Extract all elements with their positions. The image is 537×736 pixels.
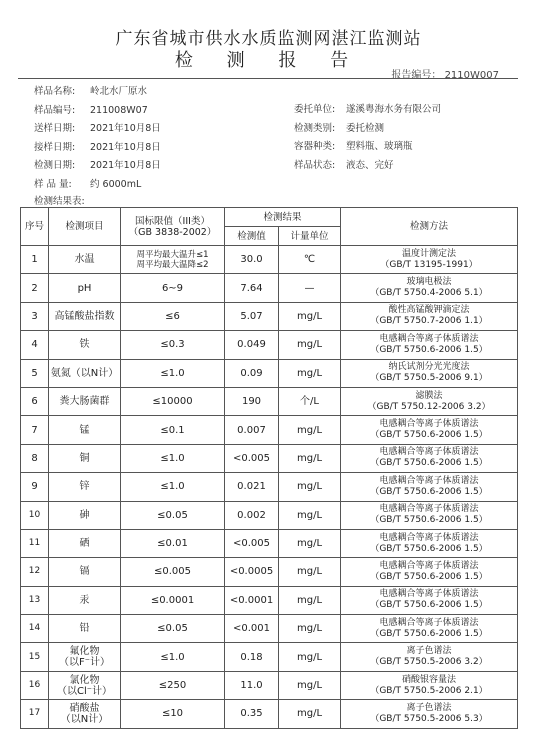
test-method: 电感耦合等离子体质谱法 （GB/T 5750.6-2006 1.5）: [341, 586, 518, 614]
test-method: 电感耦合等离子体质谱法 （GB/T 5750.6-2006 1.5）: [341, 615, 518, 643]
table-row: [21, 387, 518, 415]
measured-value: 5.07: [225, 302, 279, 330]
test-method: 电感耦合等离子体质谱法 （GB/T 5750.6-2006 1.5）: [341, 473, 518, 501]
unit: mg/L: [279, 558, 341, 586]
info-value: 2021年10月8日: [90, 123, 161, 135]
table-row: [21, 473, 518, 501]
item-name: 铜: [49, 444, 121, 472]
test-method: 离子色谱法 （GB/T 5750.5-2006 3.2）: [341, 643, 518, 671]
row-number: 17: [21, 700, 49, 728]
row-number: 13: [21, 586, 49, 614]
info-value: 塑料瓶、玻璃瓶: [346, 141, 413, 153]
info-key: 检测类别:: [294, 122, 336, 134]
unit: mg/L: [279, 615, 341, 643]
table-row: [21, 700, 518, 728]
info-key: 样品编号:: [34, 104, 76, 116]
col-header-item: 检测项目: [49, 208, 121, 246]
test-method: 电感耦合等离子体质谱法 （GB/T 5750.6-2006 1.5）: [341, 558, 518, 586]
row-number: 1: [21, 246, 49, 274]
standard-limit: ≤0.3: [121, 331, 225, 359]
measured-value: 0.09: [225, 359, 279, 387]
item-name: 水温: [49, 246, 121, 274]
item-name: 氟化物 （以F⁻计）: [49, 643, 121, 671]
item-name: 硒: [49, 529, 121, 557]
table-row: [21, 274, 518, 302]
standard-limit: ≤0.01: [121, 529, 225, 557]
row-number: 12: [21, 558, 49, 586]
info-row: [294, 101, 441, 115]
info-row: [294, 138, 413, 152]
info-row: [34, 139, 161, 153]
row-number: 3: [21, 302, 49, 330]
standard-limit: 周平均最大温升≤1 周平均最大温降≤2: [121, 246, 225, 274]
measured-value: 0.021: [225, 473, 279, 501]
info-key: 委托单位:: [294, 104, 336, 115]
standard-limit: ≤0.05: [121, 501, 225, 529]
info-row: [34, 120, 161, 134]
info-value: 委托检测: [346, 122, 385, 134]
unit: mg/L: [279, 671, 341, 699]
test-method: 酸性高锰酸钾滴定法 （GB/T 5750.7-2006 1.1）: [341, 302, 518, 330]
info-row: [34, 102, 148, 116]
table-row: [21, 529, 518, 557]
item-name: 氨氮（以N计）: [49, 359, 121, 387]
results-table: [20, 207, 518, 729]
measured-value: <0.0001: [225, 586, 279, 614]
unit: mg/L: [279, 473, 341, 501]
standard-limit: ≤1.0: [121, 359, 225, 387]
row-number: 8: [21, 444, 49, 472]
row-number: 2: [21, 274, 49, 302]
test-method: 电感耦合等离子体质谱法 （GB/T 5750.6-2006 1.5）: [341, 331, 518, 359]
item-name: 锰: [49, 416, 121, 444]
table-row: [21, 558, 518, 586]
info-value: 2021年10月8日: [90, 141, 161, 153]
unit: mg/L: [279, 586, 341, 614]
info-value: 约 6000mL: [90, 179, 142, 190]
info-key: 样品状态:: [294, 159, 336, 171]
item-name: 粪大肠菌群: [49, 387, 121, 415]
unit: mg/L: [279, 359, 341, 387]
test-method: 离子色谱法 （GB/T 5750.5-2006 5.3）: [341, 700, 518, 728]
row-number: 11: [21, 529, 49, 557]
row-number: 15: [21, 643, 49, 671]
info-key: 送样日期:: [34, 123, 76, 135]
results-label: 检测结果表:: [34, 196, 85, 207]
standard-limit: ≤250: [121, 671, 225, 699]
row-number: 6: [21, 387, 49, 415]
unit: mg/L: [279, 501, 341, 529]
unit: 个/L: [279, 387, 341, 415]
standard-limit: ≤0.05: [121, 615, 225, 643]
measured-value: 30.0: [225, 246, 279, 274]
measured-value: 0.049: [225, 331, 279, 359]
test-method: 滤膜法 （GB/T 5750.12-2006 3.2）: [341, 387, 518, 415]
test-method: 电感耦合等离子体质谱法 （GB/T 5750.6-2006 1.5）: [341, 501, 518, 529]
item-name: 锌: [49, 473, 121, 501]
standard-limit: ≤0.0001: [121, 586, 225, 614]
standard-limit: ≤1.0: [121, 444, 225, 472]
info-value: 遂溪粤海水务有限公司: [346, 104, 442, 115]
test-method: 硝酸银容量法 （GB/T 5750.5-2006 2.1）: [341, 671, 518, 699]
info-value: 211008W07: [90, 104, 148, 116]
info-row: [34, 176, 141, 190]
col-header-method: 检测方法: [341, 208, 518, 246]
table-row: [21, 359, 518, 387]
standard-limit: ≤6: [121, 302, 225, 330]
measured-value: <0.005: [225, 529, 279, 557]
test-method: 温度计测定法 （GB/T 13195-1991）: [341, 246, 518, 274]
col-header-unit: 计量单位: [279, 227, 341, 246]
test-method: 电感耦合等离子体质谱法 （GB/T 5750.6-2006 1.5）: [341, 416, 518, 444]
info-row: [294, 120, 384, 134]
measured-value: <0.005: [225, 444, 279, 472]
info-value: 岭北水厂原水: [90, 86, 148, 97]
table-row: [21, 615, 518, 643]
item-name: 硝酸盐 （以N计）: [49, 700, 121, 728]
measured-value: <0.001: [225, 615, 279, 643]
standard-limit: 6~9: [121, 274, 225, 302]
item-name: 镉: [49, 558, 121, 586]
unit: mg/L: [279, 529, 341, 557]
item-name: 砷: [49, 501, 121, 529]
table-row: [21, 331, 518, 359]
col-header-no: 序号: [21, 208, 49, 246]
item-name: 高锰酸盐指数: [49, 302, 121, 330]
table-row: [21, 643, 518, 671]
measured-value: <0.0005: [225, 558, 279, 586]
info-key: 检测日期:: [34, 160, 76, 172]
item-name: pH: [49, 274, 121, 302]
info-key: 样品名称:: [34, 86, 76, 97]
row-number: 7: [21, 416, 49, 444]
info-value: 液态、完好: [346, 159, 394, 171]
measured-value: 190: [225, 387, 279, 415]
org-title: 广东省城市供水水质监测网湛江监测站: [115, 29, 422, 49]
col-header-standard: 国标限值（III类） （GB 3838-2002）: [121, 208, 225, 246]
col-header-result: 检测结果: [225, 208, 341, 227]
test-method: 电感耦合等离子体质谱法 （GB/T 5750.6-2006 1.5）: [341, 529, 518, 557]
table-row: [21, 444, 518, 472]
row-number: 16: [21, 671, 49, 699]
test-method: 玻璃电极法 （GB/T 5750.4-2006 5.1）: [341, 274, 518, 302]
unit: mg/L: [279, 331, 341, 359]
item-name: 汞: [49, 586, 121, 614]
standard-limit: ≤0.005: [121, 558, 225, 586]
table-row: [21, 586, 518, 614]
header-divider: [18, 78, 518, 79]
measured-value: 7.64: [225, 274, 279, 302]
standard-limit: ≤1.0: [121, 643, 225, 671]
unit: ℃: [279, 246, 341, 274]
table-row: [21, 416, 518, 444]
info-row: [34, 157, 161, 171]
item-name: 铅: [49, 615, 121, 643]
measured-value: 0.002: [225, 501, 279, 529]
unit: mg/L: [279, 700, 341, 728]
unit: mg/L: [279, 643, 341, 671]
measured-value: 0.007: [225, 416, 279, 444]
item-name: 铁: [49, 331, 121, 359]
row-number: 9: [21, 473, 49, 501]
row-number: 14: [21, 615, 49, 643]
info-key: 容器种类:: [294, 141, 336, 153]
table-row: [21, 302, 518, 330]
row-number: 10: [21, 501, 49, 529]
measured-value: 11.0: [225, 671, 279, 699]
info-row: [294, 157, 394, 171]
info-key: 接样日期:: [34, 141, 76, 153]
test-method: 电感耦合等离子体质谱法 （GB/T 5750.6-2006 1.5）: [341, 444, 518, 472]
row-number: 5: [21, 359, 49, 387]
measured-value: 0.35: [225, 700, 279, 728]
unit: mg/L: [279, 416, 341, 444]
item-name: 氯化物 （以Cl⁻计）: [49, 671, 121, 699]
report-number: 报告编号： 2110W007: [391, 70, 499, 81]
table-row: [21, 246, 518, 274]
table-row: [21, 501, 518, 529]
unit: mg/L: [279, 302, 341, 330]
standard-limit: ≤10: [121, 700, 225, 728]
unit: —: [279, 274, 341, 302]
test-method: 纳氏试剂分光光度法 （GB/T 5750.5-2006 9.1）: [341, 359, 518, 387]
report-title: 检 测 报 告: [174, 50, 363, 71]
info-key: 样 品 量:: [34, 179, 72, 190]
unit: mg/L: [279, 444, 341, 472]
measured-value: 0.18: [225, 643, 279, 671]
standard-limit: ≤10000: [121, 387, 225, 415]
row-number: 4: [21, 331, 49, 359]
standard-limit: ≤0.1: [121, 416, 225, 444]
col-header-value: 检测值: [225, 227, 279, 246]
table-row: [21, 671, 518, 699]
info-value: 2021年10月8日: [90, 160, 161, 172]
standard-limit: ≤1.0: [121, 473, 225, 501]
info-row: [34, 83, 147, 97]
